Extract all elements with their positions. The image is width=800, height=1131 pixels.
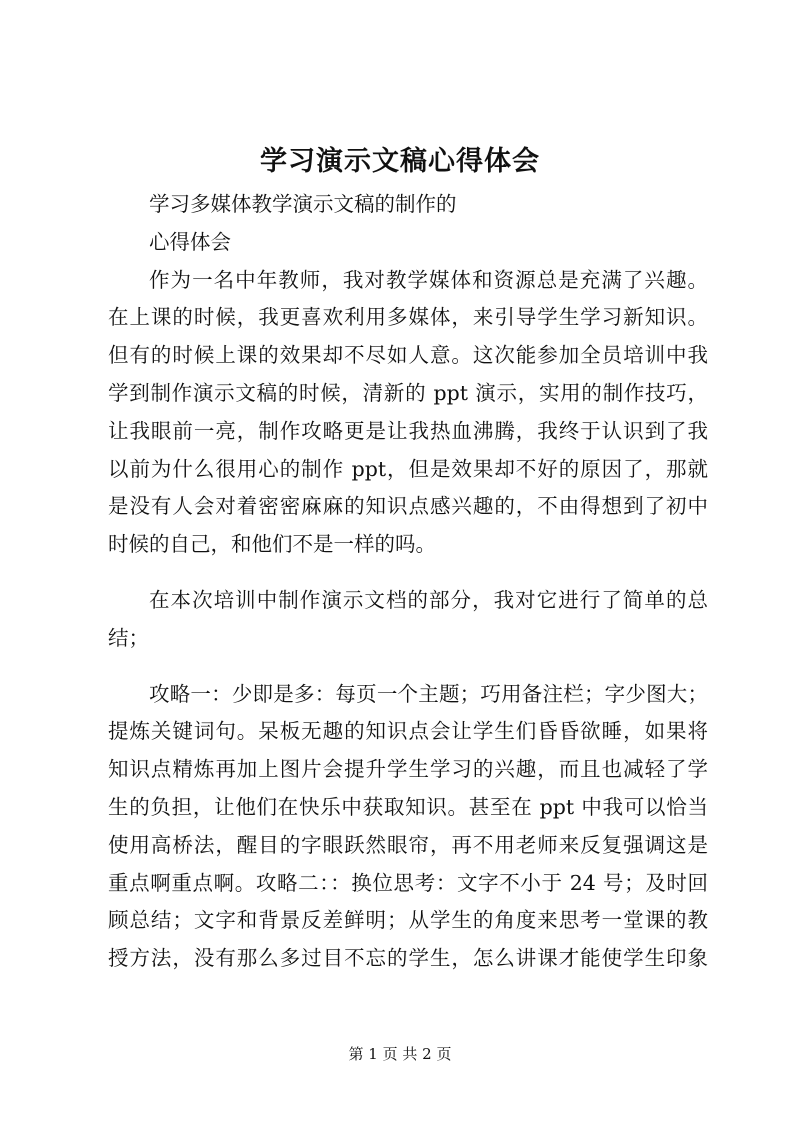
paragraph-line: 知识点精炼再加上图片会提升学生学习的兴趣，而且也减轻了学 xyxy=(108,757,708,782)
paragraph-spacer xyxy=(108,564,708,582)
subtitle-line: 学习多媒体教学演示文稿的制作的 xyxy=(149,192,457,216)
paragraph-line: 重点啊重点啊。攻略二：：换位思考：文字不小于 24 号；及时回 xyxy=(108,870,708,895)
paragraph-line: 学到制作演示文稿的时候，清新的 ppt 演示，实用的制作技巧， xyxy=(108,380,708,405)
paragraph-line: 提炼关键词句。呆板无趣的知识点会让学生们昏昏欲睡，如果将 xyxy=(108,719,708,744)
document-title: 学习演示文稿心得体会 xyxy=(260,146,540,177)
paragraph-line: 使用高桥法，醒目的字眼跃然眼帘，再不用老师来反复强调这是 xyxy=(108,832,708,857)
paragraph-line: 是没有人会对着密密麻麻的知识点感兴趣的，不由得想到了初中 xyxy=(108,494,708,519)
paragraph-line: 在上课的时候，我更喜欢利用多媒体，来引导学生学习新知识。 xyxy=(108,305,708,330)
subtitle-line: 心得体会 xyxy=(149,229,231,254)
paragraph xyxy=(108,676,708,978)
paragraph-spacer xyxy=(108,658,708,676)
paragraph-line: 作为一名中年教师，我对教学媒体和资源总是充满了兴趣。 xyxy=(149,267,708,292)
paragraph-line: 时候的自己，和他们不是一样的吗。 xyxy=(108,532,436,557)
paragraph-line: 结； xyxy=(108,625,149,650)
paragraph xyxy=(108,262,708,564)
paragraph-line: 生的负担，让他们在快乐中获取知识。甚至在 ppt 中我可以恰当 xyxy=(108,794,708,819)
document-body xyxy=(108,186,708,978)
paragraph-line: 顾总结；文字和背景反差鲜明；从学生的角度来思考一堂课的教 xyxy=(108,908,708,933)
page-number-footer: 第 1 页 共 2 页 xyxy=(348,1045,452,1063)
paragraph-line: 在本次培训中制作演示文档的部分，我对它进行了简单的总 xyxy=(149,587,708,612)
paragraph-line: 但有的时候上课的效果却不尽如人意。这次能参加全员培训中我 xyxy=(108,343,708,368)
paragraph-line: 让我眼前一亮，制作攻略更是让我热血沸腾，我终于认识到了我 xyxy=(108,418,708,443)
paragraph-line: 攻略一：少即是多：每页一个主题；巧用备注栏；字少图大； xyxy=(149,681,708,706)
paragraph-line: 授方法，没有那么多过目不忘的学生，怎么讲课才能使学生印象 xyxy=(108,946,708,971)
paragraph xyxy=(108,582,708,658)
paragraph-line: 以前为什么很用心的制作 ppt，但是效果却不好的原因了，那就 xyxy=(108,456,708,481)
